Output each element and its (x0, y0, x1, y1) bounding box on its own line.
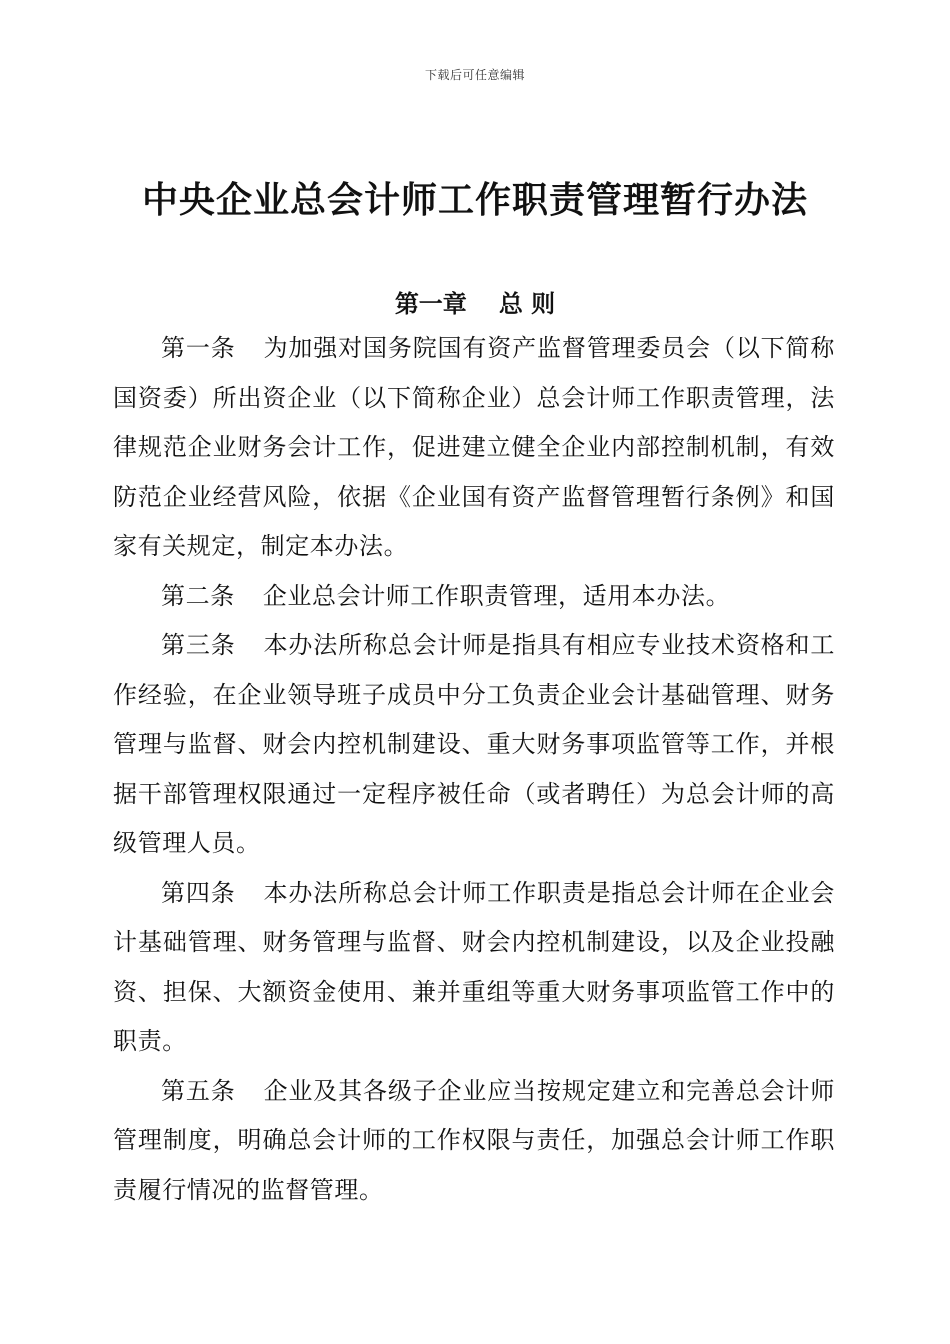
article-text: 企业总会计师工作职责管理，适用本办法。 (262, 581, 731, 610)
header-note: 下载后可任意编辑 (424, 68, 525, 82)
article-text: 为加强对国务院国有资产监督管理委员会（以下简称国资委）所出资企业（以下简称企业）总会计师工作职责管理，法律规范企业财务会计工作，促进建立健全企业内部控制机制，有效防范企业经营风险，依据《企业国有资产监督管理暂行条例》和国家有关规定，制定本办法。 (113, 334, 835, 560)
article-number: 第二条 (161, 581, 235, 610)
article-3 (113, 621, 835, 869)
article-number: 第四条 (161, 878, 236, 907)
chapter-name: 总 则 (498, 289, 556, 318)
article-text: 本办法所称总会计师工作职责是指总会计师在企业会计基础管理、财务管理与监督、财会内控机制建设，以及企业投融资、担保、大额资金使用、兼并重组等重大财务事项监管工作中的职责。 (113, 878, 835, 1055)
article-text: 本办法所称总会计师是指具有相应专业技术资格和工作经验，在企业领导班子成员中分工负责企业会计基础管理、财务管理与监督、财会内控机制建设、重大财务事项监管等工作，并根据干部管理权限通过一定程序被任命（或者聘任）为总会计师的高级管理人员。 (113, 631, 835, 857)
document-body (113, 324, 835, 1215)
article-5 (113, 1067, 835, 1216)
article-2 (113, 572, 835, 622)
article-number: 第三条 (161, 631, 236, 659)
chapter-number: 第一章 (394, 289, 467, 318)
article-text: 企业及其各级子企业应当按规定建立和完善总会计师管理制度，明确总会计师的工作权限与责任，加强总会计师工作职责履行情况的监督管理。 (113, 1076, 835, 1204)
document-title: 中央企业总会计师工作职责管理暂行办法 (141, 179, 808, 221)
article-number: 第一条 (161, 334, 236, 362)
article-number: 第五条 (161, 1076, 236, 1105)
article-4 (113, 869, 835, 1067)
article-1 (113, 324, 835, 572)
chapter-heading (0, 284, 950, 319)
